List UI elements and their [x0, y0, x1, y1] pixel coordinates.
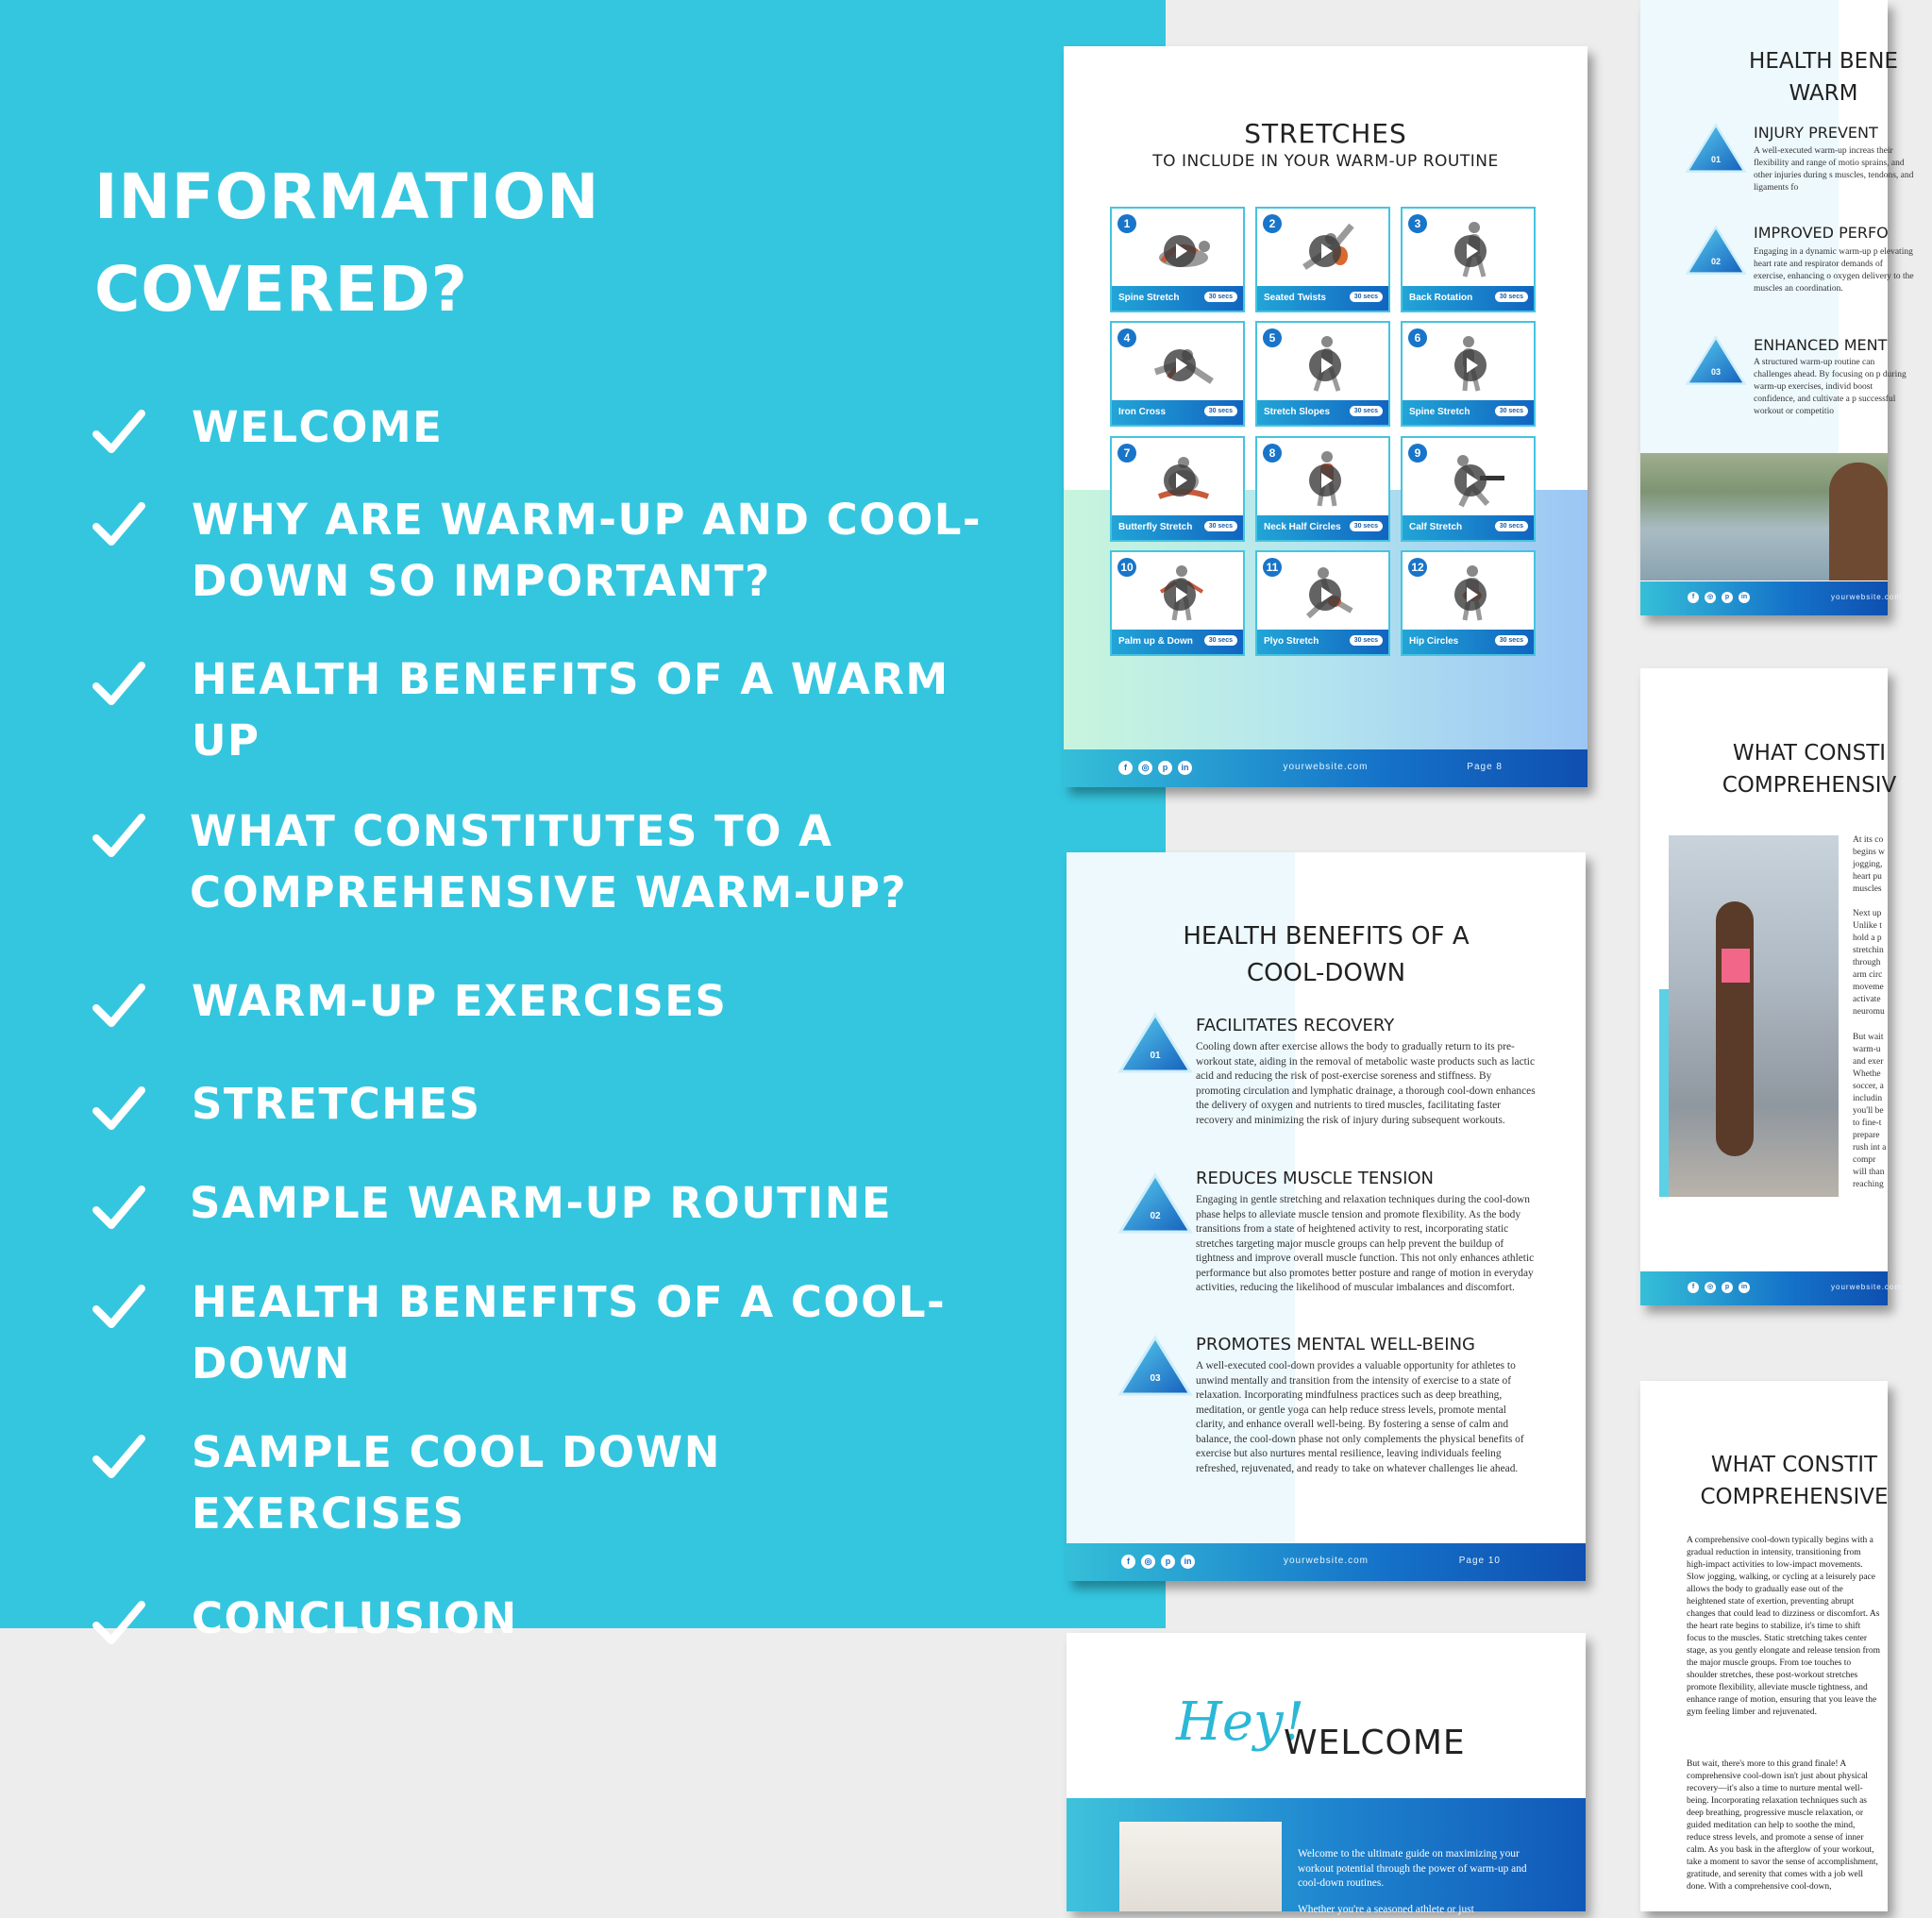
stretch-card	[1110, 207, 1245, 312]
body-text: Next up Unlike t hold a p stretchin through arm circ moveme activate neuromu	[1853, 909, 1885, 1017]
footer-url[interactable]: yourwebsite.com	[1283, 1556, 1369, 1566]
social-icons	[1688, 592, 1750, 603]
card-number: 6	[1408, 328, 1427, 347]
duration-badge: 30 secs	[1495, 635, 1528, 646]
card-number: 5	[1263, 328, 1282, 347]
benefit-text: A well-executed warm-up increas their flexibility and range of motio sprains, and other injuries during s muscles, tendons, and ligaments fo	[1754, 146, 1914, 193]
linkedin-icon[interactable]: in	[1739, 592, 1750, 603]
list-item-label: SAMPLE WARM-UP ROUTINE	[190, 1178, 893, 1228]
athlete-figure	[1829, 463, 1888, 580]
triangle-number-icon	[1118, 1173, 1192, 1234]
card-number: 7	[1117, 444, 1136, 463]
play-icon[interactable]	[1454, 349, 1487, 381]
duration-badge: 30 secs	[1495, 406, 1528, 416]
facebook-icon[interactable]: f	[1118, 761, 1133, 775]
card-bar	[1257, 400, 1388, 425]
stretch-name: Plyo Stretch	[1264, 636, 1319, 647]
constitutes-page	[1640, 668, 1903, 1305]
list-item-label: HEALTH BENEFITS OF A COOL-DOWN	[192, 1277, 947, 1388]
page-footer	[1640, 581, 1903, 615]
card-number: 1	[1117, 214, 1136, 233]
card-bar	[1257, 515, 1388, 540]
linkedin-icon[interactable]: in	[1178, 761, 1192, 775]
checkmark-icon	[92, 500, 145, 547]
constitutes-cooldown-page	[1640, 1381, 1888, 1911]
checkmark-icon	[92, 408, 145, 455]
page-footer	[1640, 1271, 1903, 1305]
pinterest-icon[interactable]: p	[1161, 1555, 1175, 1569]
benefit-text: Engaging in gentle stretching and relaxation techniques during the cool-down phase helps to alleviate muscle tension and promote flexibility. As the body transitions from a state of heightened activity to rest, incorporating static stretches targeting major muscle groups can help prevent the buildup of tightness and improve overall muscle function. This not only enhances athletic performance but also promotes better posture and range of motion in everyday activities, reducing the likelihood of muscular imbalances and discomfort.	[1196, 1194, 1535, 1293]
instagram-icon[interactable]: ◎	[1141, 1555, 1155, 1569]
welcome-text: Welcome to the ultimate guide on maximizing your workout potential through the power of warm-up and cool-down routines.	[1298, 1848, 1527, 1889]
card-bar	[1112, 630, 1243, 654]
page-title: WHAT CONSTIT COMPREHENSIVE	[1700, 1453, 1889, 1509]
jump-rope-photo	[1669, 835, 1839, 1197]
benefit-text: Engaging in a dynamic warm-up p elevating heart rate and respirator demands of exercise, enhancing o oxygen delivery to the muscles an coordination.	[1754, 247, 1914, 294]
page-title: STRETCHES	[1244, 118, 1407, 149]
triangle-number-icon	[1118, 1013, 1192, 1073]
benefit-number: 02	[1150, 1211, 1161, 1221]
list-item-label: WELCOME	[192, 402, 444, 452]
benefit-number: 01	[1150, 1051, 1161, 1061]
checkmark-icon	[92, 1085, 145, 1132]
card-number: 3	[1408, 214, 1427, 233]
welcome-text-2: Whether you're a seasoned athlete or just	[1298, 1904, 1474, 1915]
benefit-number: 01	[1710, 155, 1721, 164]
play-icon[interactable]	[1309, 235, 1341, 267]
play-icon[interactable]	[1454, 579, 1487, 611]
play-icon[interactable]	[1309, 579, 1341, 611]
athlete-top	[1722, 949, 1750, 983]
benefit-heading: PROMOTES MENTAL WELL-BEING	[1196, 1335, 1475, 1354]
page-title: WHAT CONSTI COMPREHENSIV	[1722, 741, 1897, 798]
stretch-name: Hip Circles	[1409, 636, 1459, 647]
list-item-label: HEALTH BENEFITS OF A WARM UP	[192, 654, 949, 766]
body-text: But wait warm-u and exer Whethe soccer, a includin you'll be to fine-t prepare rush int a compr will than reaching	[1853, 1033, 1887, 1189]
card-bar	[1257, 630, 1388, 654]
page-subtitle: TO INCLUDE IN YOUR WARM-UP ROUTINE	[1152, 152, 1499, 171]
stretches-page	[1064, 46, 1588, 787]
benefit-heading: INJURY PREVENT	[1754, 124, 1878, 142]
duration-badge: 30 secs	[1350, 292, 1383, 302]
card-number: 11	[1263, 558, 1282, 577]
stretch-card	[1110, 550, 1245, 656]
card-number: 12	[1408, 558, 1427, 577]
pinterest-icon[interactable]: p	[1722, 1282, 1733, 1293]
facebook-icon[interactable]: f	[1688, 592, 1699, 603]
duration-badge: 30 secs	[1204, 292, 1237, 302]
stretch-name: Butterfly Stretch	[1118, 522, 1193, 532]
stretch-card	[1255, 436, 1390, 542]
benefit-heading: FACILITATES RECOVERY	[1196, 1016, 1395, 1035]
welcome-page	[1067, 1633, 1586, 1915]
body-text: At its co begins w jogging, heart pu muscles	[1853, 835, 1886, 894]
card-bar	[1403, 286, 1534, 311]
checkmark-icon	[92, 982, 145, 1029]
card-number: 4	[1117, 328, 1136, 347]
cooldown-benefits-page	[1067, 852, 1586, 1581]
play-icon[interactable]	[1309, 464, 1341, 496]
welcome-title: WELCOME	[1284, 1724, 1466, 1762]
stretch-name: Iron Cross	[1118, 407, 1167, 417]
social-icons	[1688, 1282, 1750, 1293]
footer-url[interactable]: yourwebsite.com	[1831, 593, 1903, 601]
benefit-number: 03	[1150, 1373, 1161, 1384]
benefit-text: A structured warm-up routine can challenges ahead. By focusing on p during warm-up exercises, individ boost confidence, and cultivate a p successful workout or competitio	[1754, 358, 1907, 416]
warmup-benefits-page	[1640, 0, 1914, 615]
card-bar	[1403, 630, 1534, 654]
stretch-name: Seated Twists	[1264, 293, 1326, 303]
duration-badge: 30 secs	[1495, 521, 1528, 531]
duration-badge: 30 secs	[1204, 635, 1237, 646]
footer-page-number: Page 8	[1467, 762, 1503, 772]
card-bar	[1403, 515, 1534, 540]
stretch-name: Neck Half Circles	[1264, 522, 1341, 532]
facebook-icon[interactable]: f	[1121, 1555, 1135, 1569]
linkedin-icon[interactable]: in	[1739, 1282, 1750, 1293]
stretch-card	[1255, 321, 1390, 427]
list-item-label: SAMPLE COOL DOWN EXERCISES	[192, 1427, 721, 1539]
benefit-number: 02	[1710, 257, 1721, 266]
benefit-text: Cooling down after exercise allows the body to gradually return to its pre-workout state, aiding in the removal of metabolic waste products such as lactic acid and reducing the risk of post-exercise soreness and stiffness. By promoting circulation and lymphatic drainage, a thorough cool-down enhances the delivery of oxygen and nutrients to tired muscles, facilitating faster recovery and minimizing the risk of injury during subsequent workouts.	[1196, 1041, 1536, 1126]
play-icon[interactable]	[1164, 349, 1196, 381]
benefit-number: 03	[1710, 367, 1721, 377]
page-footer	[1067, 1543, 1586, 1581]
list-item-label: WHY ARE WARM-UP AND COOL-DOWN SO IMPORTANT?	[192, 495, 983, 606]
instagram-icon[interactable]: ◎	[1138, 761, 1152, 775]
stretch-name: Calf Stretch	[1409, 522, 1463, 532]
stretch-card	[1401, 436, 1536, 542]
stretch-card	[1110, 321, 1245, 427]
checkmark-icon	[92, 812, 145, 859]
duration-badge: 30 secs	[1350, 406, 1383, 416]
card-bar	[1257, 286, 1388, 311]
benefit-heading: REDUCES MUSCLE TENSION	[1196, 1169, 1435, 1188]
play-icon[interactable]	[1309, 349, 1341, 381]
stretch-card	[1401, 550, 1536, 656]
duration-badge: 30 secs	[1204, 521, 1237, 531]
stretch-name: Palm up & Down	[1118, 636, 1193, 647]
list-item-label: WARM-UP EXERCISES	[192, 976, 728, 1026]
page-footer	[1064, 749, 1588, 787]
list-item-label: WHAT CONSTITUTES TO A COMPREHENSIVE WARM-UP?	[190, 806, 908, 917]
card-bar	[1403, 400, 1534, 425]
stretch-card	[1255, 550, 1390, 656]
checkmark-icon	[92, 1433, 145, 1480]
benefit-heading: ENHANCED MENT	[1754, 336, 1888, 354]
duration-badge: 30 secs	[1350, 635, 1383, 646]
triangle-number-icon	[1686, 225, 1746, 276]
footer-url[interactable]: yourwebsite.com	[1831, 1283, 1903, 1291]
card-bar	[1112, 286, 1243, 311]
pinterest-icon[interactable]: p	[1158, 761, 1172, 775]
stretch-card	[1401, 207, 1536, 312]
warmup-photo	[1640, 453, 1888, 580]
card-bar	[1112, 400, 1243, 425]
stretch-name: Stretch Slopes	[1264, 407, 1331, 417]
facebook-icon[interactable]: f	[1688, 1282, 1699, 1293]
instagram-icon[interactable]: ◎	[1705, 592, 1716, 603]
triangle-number-icon	[1118, 1336, 1192, 1396]
linkedin-icon[interactable]: in	[1181, 1555, 1195, 1569]
checkmark-icon	[92, 660, 145, 707]
card-number: 8	[1263, 444, 1282, 463]
triangle-number-icon	[1686, 335, 1746, 386]
play-icon[interactable]	[1164, 464, 1196, 496]
card-number: 10	[1117, 558, 1136, 577]
list-item-label: STRETCHES	[192, 1079, 481, 1129]
pinterest-icon[interactable]: p	[1722, 592, 1733, 603]
list-item-label: CONCLUSION	[192, 1593, 518, 1643]
stretch-card	[1255, 207, 1390, 312]
card-bar	[1112, 515, 1243, 540]
page-title: HEALTH BENE WARM	[1749, 49, 1898, 106]
duration-badge: 30 secs	[1204, 406, 1237, 416]
athlete-figure	[1716, 901, 1754, 1156]
welcome-photo	[1119, 1822, 1282, 1911]
section-heading: INFORMATION COVERED?	[94, 160, 600, 326]
welcome-script: Hey!	[1176, 1691, 1305, 1753]
checkmark-icon	[92, 1184, 145, 1231]
stretch-card	[1110, 436, 1245, 542]
stretch-card	[1401, 321, 1536, 427]
footer-url[interactable]: yourwebsite.com	[1283, 762, 1369, 772]
duration-badge: 30 secs	[1350, 521, 1383, 531]
play-icon[interactable]	[1164, 579, 1196, 611]
play-icon[interactable]	[1454, 464, 1487, 496]
body-text: A comprehensive cool-down typically begins with a gradual reduction in intensity, transitioning from high-impact activities to low-impact movements. Slow jogging, walking, or cycling at a leisurely pace allows the body to gradually ease out of the heightened state of exertion, preventing abrupt changes that could lead to dizziness or discomfort. As the heart rate begins to stabilize, it's time to shift focus to the muscles. Static stretching takes center stage, as you gently elongate and release tension from the major muscle groups. From toe touches to shoulder stretches, these post-workout stretches promote flexibility, alleviate muscle tightness, and enhance range of motion, ensuring that you leave the gym feeling limber and rejuvenated.	[1687, 1536, 1880, 1717]
body-text: But wait, there's more to this grand finale! A comprehensive cool-down isn't just about physical recovery—it's also a time to nurture mental well-being. Incorporating relaxation techniques such as deep breathing, progressive muscle relaxation, or guided meditation can help to soothe the mind, reduce stress levels, and promote a sense of inner calm. As you bask in the afterglow of your workout, take a moment to savor the sense of accomplishment, gratitude, and serenity that comes with a job well done. With a comprehensive cool-down,	[1687, 1759, 1878, 1892]
card-number: 2	[1263, 214, 1282, 233]
footer-page-number: Page 10	[1458, 1556, 1501, 1566]
checkmark-icon	[92, 1599, 145, 1646]
stretch-name: Spine Stretch	[1118, 293, 1180, 303]
page-title: HEALTH BENEFITS OF A COOL-DOWN	[1183, 922, 1470, 987]
play-icon[interactable]	[1454, 235, 1487, 267]
play-icon[interactable]	[1164, 235, 1196, 267]
instagram-icon[interactable]: ◎	[1705, 1282, 1716, 1293]
card-number: 9	[1408, 444, 1427, 463]
checkmark-icon	[92, 1283, 145, 1330]
benefit-heading: IMPROVED PERFO	[1754, 224, 1889, 242]
stretch-name: Spine Stretch	[1409, 407, 1470, 417]
stretch-name: Back Rotation	[1409, 293, 1473, 303]
duration-badge: 30 secs	[1495, 292, 1528, 302]
benefit-text: A well-executed cool-down provides a valuable opportunity for athletes to unwind mentally and transition from the intensity of exercise to a state of relaxation. Incorporating mindfulness practices such as deep breathing, meditation, or gentle yoga can help reduce stress levels, promote mental clarity, and enhance overall well-being. By fostering a sense of calm and balance, the cool-down phase not only complements the physical benefits of exercise but also nurtures mental resilience, leaving individuals feeling refreshed, rejuvenated, and ready to take on whatever challenges lie ahead.	[1196, 1360, 1524, 1474]
triangle-number-icon	[1686, 123, 1746, 174]
